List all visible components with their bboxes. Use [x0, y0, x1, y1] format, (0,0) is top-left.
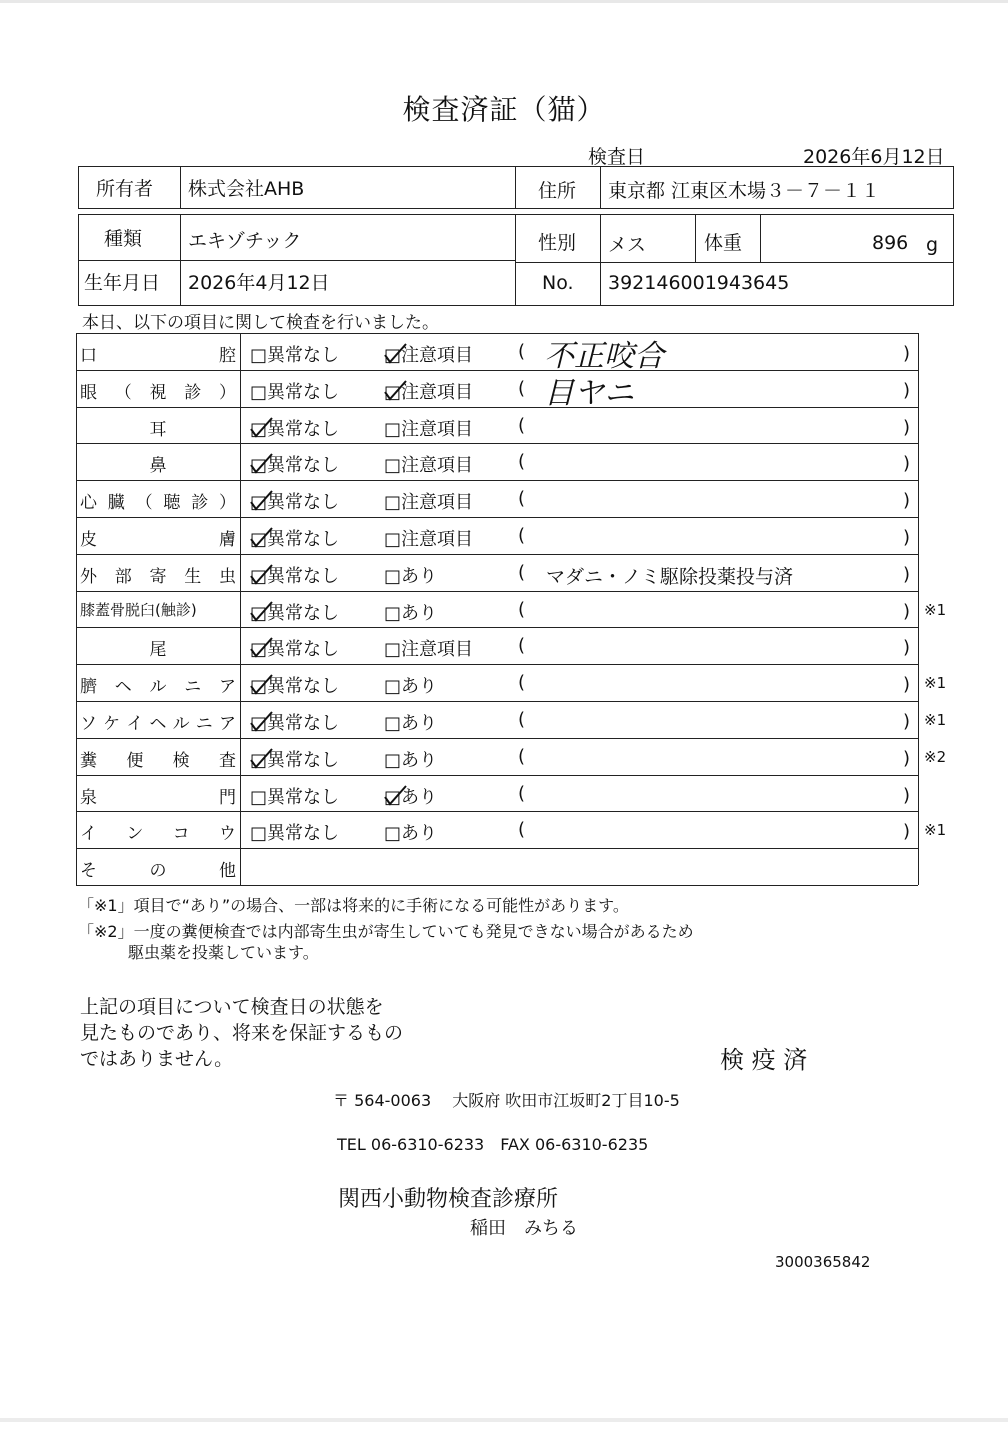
close-paren: ): [903, 747, 911, 769]
sex-label: 性別: [538, 232, 577, 254]
option-normal-checkbox[interactable]: □異常なし: [250, 565, 340, 587]
check-mark-icon: [248, 709, 276, 733]
type-label: 種類: [104, 228, 143, 250]
close-paren: ): [903, 711, 911, 732]
option-normal-checkbox[interactable]: □異常なし: [250, 381, 340, 403]
row-note-marker: ※1: [924, 711, 947, 729]
address-value: 東京都 江東区木場３－７－１１: [608, 180, 881, 202]
row-label: [80, 562, 236, 587]
footnote-2-continued: 駆虫薬を投薬しています。: [128, 943, 319, 962]
row-comment: 不正咬合: [544, 339, 664, 374]
option-flag-checkbox[interactable]: □あり: [384, 713, 438, 734]
disclaimer-line: 見たものであり、将来を保証するもの: [80, 1022, 404, 1044]
document-title: 検査済証（猫）: [402, 93, 606, 126]
row-divider: [76, 333, 918, 334]
clinic-address: 〒 564-0063 大阪府 吹田市江坂町2丁目10-5: [333, 1091, 680, 1110]
row-label-char: 耳: [149, 419, 167, 440]
open-paren: (: [518, 488, 526, 510]
option-normal-checkbox[interactable]: □異常なし: [250, 749, 340, 771]
check-mark-icon: [382, 783, 410, 807]
row-label: [80, 672, 236, 697]
row-label-char: ウ: [218, 824, 236, 845]
row-label-char: の: [149, 861, 167, 882]
weight-label: 体重: [704, 232, 743, 254]
option-normal-checkbox[interactable]: □異常なし: [250, 529, 340, 550]
option-flag-checkbox[interactable]: □注意項目: [384, 381, 474, 403]
open-paren: (: [518, 635, 526, 657]
owner-label: 所有者: [96, 178, 154, 200]
check-mark-icon: [248, 599, 276, 623]
disclaimer: [80, 994, 403, 1072]
clinic-person: 稲田 みちる: [470, 1218, 578, 1239]
row-divider: [76, 775, 918, 776]
row-label-char: ニ: [195, 714, 213, 734]
clinic-phone: TEL 06-6310-6233 FAX 06-6310-6235: [337, 1135, 649, 1154]
check-mark-icon: [248, 488, 276, 512]
close-paren: ): [903, 674, 911, 696]
close-paren: ): [903, 490, 911, 512]
option-flag-checkbox[interactable]: □あり: [384, 823, 438, 845]
no-label: No.: [542, 272, 574, 294]
row-note-marker: ※1: [924, 674, 947, 693]
option-flag-checkbox[interactable]: □注意項目: [384, 529, 474, 550]
row-label: [80, 783, 236, 808]
row-label-char: ン: [126, 824, 144, 845]
option-flag-checkbox[interactable]: □あり: [384, 676, 438, 698]
row-label: [80, 525, 236, 550]
row-label-char: 膝蓋骨脱臼(触診): [80, 600, 197, 619]
label-divider: [240, 333, 241, 885]
row-divider: [76, 738, 918, 739]
check-mark-icon: [382, 378, 410, 402]
row-label-char: ニ: [184, 677, 202, 698]
table-border: [918, 333, 919, 885]
row-comment: マダニ・ノミ駆除投薬投与済: [546, 565, 794, 588]
row-divider: [76, 517, 918, 518]
row-label-char: ケ: [103, 714, 121, 734]
row-divider: [76, 554, 918, 555]
birth-label: 生年月日: [84, 272, 161, 294]
option-normal-checkbox[interactable]: □異常なし: [250, 786, 340, 808]
row-label-char: イ: [126, 714, 144, 734]
open-paren: (: [518, 451, 526, 473]
open-paren: (: [518, 414, 526, 436]
row-label: [80, 451, 236, 476]
row-comment: 目ヤニ: [544, 375, 634, 411]
disclaimer-line: 上記の項目について検査日の状態を: [80, 996, 384, 1018]
weight-unit: g: [926, 234, 939, 256]
option-normal-checkbox[interactable]: □異常なし: [250, 639, 340, 661]
open-paren: (: [518, 709, 526, 730]
row-divider: [76, 480, 918, 481]
open-paren: (: [518, 598, 526, 620]
row-divider: [76, 591, 918, 592]
option-flag-checkbox[interactable]: □あり: [384, 602, 438, 624]
close-paren: ): [903, 821, 911, 843]
serial-number: 3000365842: [775, 1253, 871, 1271]
birth-value: 2026年4月12日: [188, 272, 330, 294]
close-paren: ): [903, 453, 911, 475]
row-divider: [76, 885, 918, 886]
row-label-char: 診: [191, 493, 209, 514]
row-label: [80, 341, 236, 366]
row-label: [80, 488, 236, 513]
option-normal-checkbox[interactable]: □異常なし: [250, 345, 340, 366]
row-label-char: 便: [126, 750, 144, 771]
row-label-char: ）: [219, 382, 236, 403]
close-paren: ): [903, 637, 911, 659]
open-paren: (: [518, 561, 526, 583]
disclaimer-line: ではありません。: [80, 1048, 234, 1070]
row-label-char: ）: [218, 493, 236, 514]
row-label: [80, 709, 236, 734]
row-label-other: [80, 856, 236, 881]
check-mark-icon: [248, 562, 276, 586]
option-normal-checkbox[interactable]: □異常なし: [250, 602, 340, 624]
close-paren: ): [903, 563, 911, 585]
inspection-date: 2026年6月12日: [803, 146, 945, 168]
address-label: 住所: [538, 180, 577, 202]
row-divider: [76, 443, 918, 444]
row-label: [80, 746, 236, 771]
close-paren: ): [903, 343, 911, 364]
no-value: 392146001943645: [608, 272, 790, 294]
open-paren: (: [518, 745, 526, 767]
inspection-stamp: 検 疫 済: [720, 1046, 808, 1074]
row-label-char: イ: [80, 824, 97, 845]
row-label: [80, 599, 236, 620]
close-paren: ): [903, 527, 911, 548]
row-divider: [76, 627, 918, 628]
option-normal-checkbox[interactable]: □異常なし: [250, 713, 340, 734]
row-label-char: 口: [80, 346, 97, 366]
row-label-char: 外: [80, 566, 97, 587]
table-border: [76, 333, 77, 885]
row-label-char: ア: [219, 677, 236, 698]
open-paren: (: [518, 672, 526, 694]
option-flag-checkbox[interactable]: □注意項目: [384, 345, 474, 366]
row-label-char: 生: [184, 566, 202, 587]
option-flag-checkbox[interactable]: □注意項目: [384, 418, 474, 440]
row-label-char: 検: [172, 750, 190, 771]
row-label-char: ル: [172, 714, 190, 734]
close-paren: ): [903, 416, 911, 438]
close-paren: ): [903, 379, 911, 401]
row-label-char: ヘ: [149, 714, 167, 734]
row-label: [80, 415, 236, 440]
row-divider: [76, 407, 918, 408]
row-label: [80, 635, 236, 660]
open-paren: (: [518, 377, 526, 399]
row-label-char: 門: [219, 787, 236, 808]
row-label-char: ア: [218, 714, 236, 734]
row-note-marker: ※2: [924, 747, 947, 766]
intro-text: 本日、以下の項目に関して検査を行いました。: [82, 313, 439, 333]
row-label-char: 臓: [107, 493, 125, 514]
option-normal-checkbox[interactable]: □異常なし: [250, 823, 340, 845]
option-flag-checkbox[interactable]: □あり: [384, 786, 438, 808]
row-label-char: 寄: [149, 566, 167, 587]
check-mark-icon: [248, 635, 276, 659]
scan-edge-bottom: [0, 1418, 1008, 1422]
row-label-char: 査: [218, 750, 236, 771]
option-normal-checkbox[interactable]: □異常なし: [250, 676, 340, 698]
inspection-date-label: 検査日: [588, 146, 646, 168]
row-label-char: 聴: [163, 493, 181, 514]
sex-value: メス: [608, 234, 647, 256]
row-label-char: 腔: [219, 346, 236, 366]
row-label-char: 虫: [219, 566, 236, 587]
option-flag-checkbox[interactable]: □注意項目: [384, 639, 474, 661]
row-divider: [76, 370, 918, 371]
row-label: [80, 819, 236, 844]
row-label-char: ヘ: [114, 677, 132, 698]
type-value: エキゾチック: [188, 230, 302, 252]
option-normal-checkbox[interactable]: □異常なし: [250, 455, 340, 477]
row-label: [80, 378, 236, 403]
close-paren: ): [903, 600, 911, 622]
row-label-char: 臍: [80, 677, 97, 698]
row-label-char: 眼: [80, 382, 97, 403]
row-divider: [76, 811, 918, 812]
row-divider: [76, 848, 918, 849]
row-label-char: 糞: [80, 750, 97, 771]
check-mark-icon: [248, 525, 276, 549]
row-label-char: 視: [149, 382, 167, 403]
option-flag-checkbox[interactable]: □注意項目: [384, 455, 474, 477]
row-label-char: 皮: [80, 530, 97, 550]
option-flag-checkbox[interactable]: □あり: [384, 749, 438, 771]
row-label-char: そ: [80, 861, 97, 882]
option-flag-checkbox[interactable]: □あり: [384, 565, 438, 587]
row-label-char: 部: [114, 566, 132, 587]
owner-value: 株式会社AHB: [188, 178, 305, 200]
row-label-char: 鼻: [149, 456, 167, 477]
scan-edge-top: [0, 0, 1008, 3]
option-normal-checkbox[interactable]: □異常なし: [250, 418, 340, 440]
check-mark-icon: [248, 451, 276, 475]
option-normal-checkbox[interactable]: □異常なし: [250, 492, 340, 514]
check-mark-icon: [248, 415, 276, 439]
row-label-char: 尾: [149, 640, 167, 661]
row-label-char: 診: [184, 382, 202, 403]
close-paren: ): [903, 784, 911, 806]
row-label-char: コ: [172, 824, 190, 845]
open-paren: (: [518, 341, 526, 362]
row-note-marker: ※1: [924, 600, 947, 619]
row-label-char: 泉: [80, 787, 97, 808]
footnote-2: 「※2」一度の糞便検査では内部寄生虫が寄生していても発見できない場合があるため: [78, 922, 694, 941]
open-paren: (: [518, 819, 526, 841]
row-label-char: （: [135, 493, 153, 514]
row-divider: [76, 701, 918, 702]
row-label-char: 他: [219, 861, 236, 882]
row-label-char: 心: [80, 493, 97, 514]
check-mark-icon: [248, 672, 276, 696]
clinic-name: 関西小動物検査診療所: [338, 1187, 559, 1212]
check-mark-icon: [382, 341, 410, 365]
row-divider: [76, 664, 918, 665]
check-mark-icon: [248, 746, 276, 770]
option-flag-checkbox[interactable]: □注意項目: [384, 492, 474, 514]
open-paren: (: [518, 525, 526, 546]
row-label-char: 膚: [219, 530, 236, 550]
row-label-char: ル: [149, 677, 167, 698]
row-note-marker: ※1: [924, 821, 947, 840]
row-label-char: （: [114, 382, 132, 403]
footnote-1: 「※1」項目で“あり”の場合、一部は将来的に手術になる可能性があります。: [78, 896, 629, 915]
open-paren: (: [518, 782, 526, 804]
row-label-char: ソ: [80, 714, 97, 734]
weight-value: 896: [872, 232, 909, 254]
